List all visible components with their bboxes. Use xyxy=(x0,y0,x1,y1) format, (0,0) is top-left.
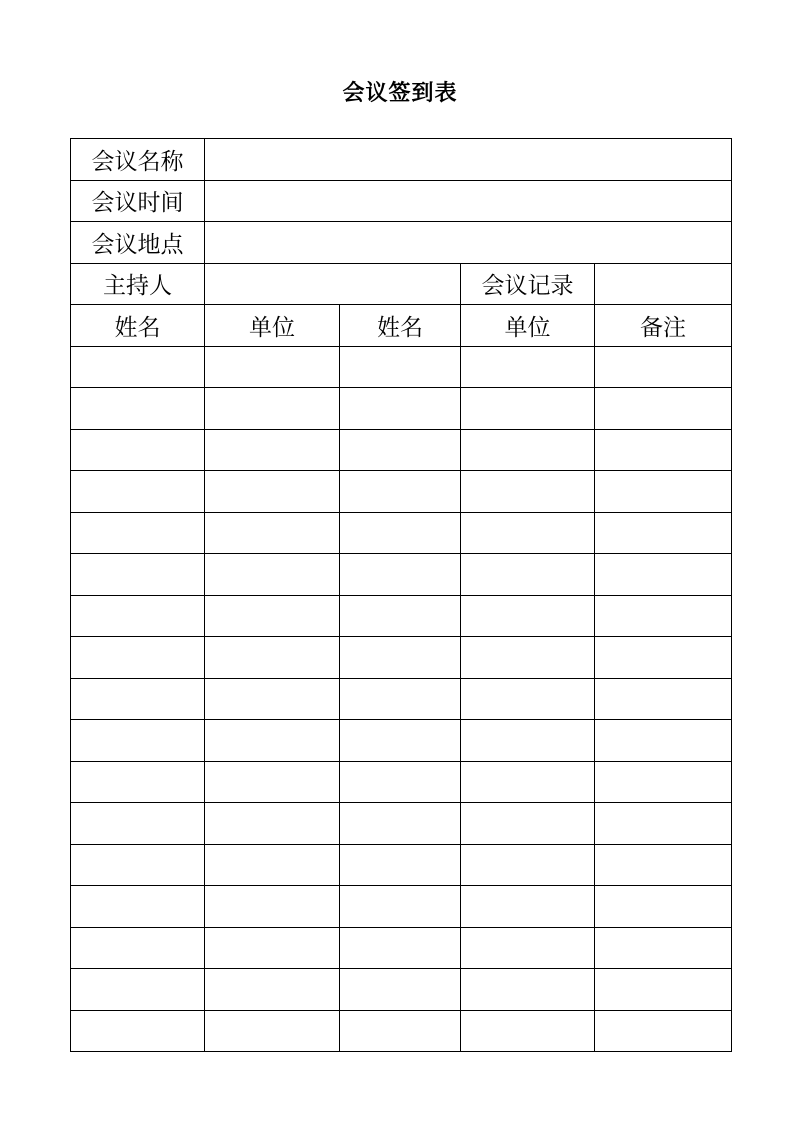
unit-cell[interactable] xyxy=(461,512,595,554)
remarks-cell[interactable] xyxy=(595,1010,732,1052)
name-cell[interactable] xyxy=(71,388,205,430)
meeting-place-label: 会议地点 xyxy=(71,222,205,264)
unit-cell[interactable] xyxy=(461,1010,595,1052)
meeting-name-label: 会议名称 xyxy=(71,139,205,181)
unit-cell[interactable] xyxy=(461,761,595,803)
unit-cell[interactable] xyxy=(461,471,595,513)
table-row xyxy=(71,803,732,845)
name-cell[interactable] xyxy=(71,969,205,1011)
table-row xyxy=(71,595,732,637)
host-field[interactable] xyxy=(205,263,461,305)
name-cell[interactable] xyxy=(71,637,205,679)
table-row xyxy=(71,886,732,928)
name-cell[interactable] xyxy=(71,471,205,513)
recorder-field[interactable] xyxy=(595,263,732,305)
unit-cell[interactable] xyxy=(461,554,595,596)
name-cell[interactable] xyxy=(340,803,461,845)
unit-cell[interactable] xyxy=(461,678,595,720)
name-cell[interactable] xyxy=(340,678,461,720)
unit-cell[interactable] xyxy=(205,595,340,637)
name-cell[interactable] xyxy=(71,1010,205,1052)
name-cell[interactable] xyxy=(340,844,461,886)
name-cell[interactable] xyxy=(71,803,205,845)
sign-in-table xyxy=(70,138,732,1052)
unit-cell[interactable] xyxy=(205,927,340,969)
column-header-unit-1: 单位 xyxy=(205,305,340,347)
name-cell[interactable] xyxy=(340,969,461,1011)
column-header-remarks: 备注 xyxy=(595,305,732,347)
meeting-time-field[interactable] xyxy=(205,180,732,222)
name-cell[interactable] xyxy=(71,429,205,471)
host-recorder-row xyxy=(71,263,732,305)
unit-cell[interactable] xyxy=(461,346,595,388)
unit-cell[interactable] xyxy=(461,969,595,1011)
remarks-cell[interactable] xyxy=(595,927,732,969)
unit-cell[interactable] xyxy=(205,429,340,471)
meeting-place-field[interactable] xyxy=(205,222,732,264)
unit-cell[interactable] xyxy=(205,678,340,720)
table-row xyxy=(71,637,732,679)
table-row xyxy=(71,761,732,803)
table-row xyxy=(71,512,732,554)
unit-cell[interactable] xyxy=(461,720,595,762)
name-cell[interactable] xyxy=(340,554,461,596)
name-cell[interactable] xyxy=(340,429,461,471)
table-row xyxy=(71,388,732,430)
unit-cell[interactable] xyxy=(205,720,340,762)
table-row xyxy=(71,927,732,969)
remarks-cell[interactable] xyxy=(595,471,732,513)
remarks-cell[interactable] xyxy=(595,512,732,554)
table-row xyxy=(71,429,732,471)
meeting-name-row xyxy=(71,139,732,181)
unit-cell[interactable] xyxy=(205,844,340,886)
name-cell[interactable] xyxy=(340,471,461,513)
name-cell[interactable] xyxy=(340,720,461,762)
table-row xyxy=(71,1010,732,1052)
name-cell[interactable] xyxy=(340,1010,461,1052)
remarks-cell[interactable] xyxy=(595,595,732,637)
name-cell[interactable] xyxy=(71,844,205,886)
meeting-name-field[interactable] xyxy=(205,139,732,181)
name-cell[interactable] xyxy=(71,886,205,928)
host-label: 主持人 xyxy=(71,263,205,305)
name-cell[interactable] xyxy=(340,761,461,803)
name-cell[interactable] xyxy=(340,595,461,637)
unit-cell[interactable] xyxy=(205,969,340,1011)
name-cell[interactable] xyxy=(71,512,205,554)
meeting-time-label: 会议时间 xyxy=(71,180,205,222)
remarks-cell[interactable] xyxy=(595,388,732,430)
name-cell[interactable] xyxy=(340,637,461,679)
unit-cell[interactable] xyxy=(461,637,595,679)
name-cell[interactable] xyxy=(71,927,205,969)
meeting-time-row xyxy=(71,180,732,222)
name-cell[interactable] xyxy=(71,595,205,637)
column-header-row xyxy=(71,305,732,347)
unit-cell[interactable] xyxy=(205,761,340,803)
unit-cell[interactable] xyxy=(205,512,340,554)
remarks-cell[interactable] xyxy=(595,969,732,1011)
remarks-cell[interactable] xyxy=(595,803,732,845)
unit-cell[interactable] xyxy=(205,554,340,596)
name-cell[interactable] xyxy=(71,346,205,388)
unit-cell[interactable] xyxy=(205,1010,340,1052)
remarks-cell[interactable] xyxy=(595,886,732,928)
name-cell[interactable] xyxy=(71,554,205,596)
unit-cell[interactable] xyxy=(205,346,340,388)
name-cell[interactable] xyxy=(340,886,461,928)
remarks-cell[interactable] xyxy=(595,678,732,720)
remarks-cell[interactable] xyxy=(595,720,732,762)
column-header-name-2: 姓名 xyxy=(340,305,461,347)
unit-cell[interactable] xyxy=(205,637,340,679)
document-title: 会议签到表 xyxy=(342,81,458,106)
name-cell[interactable] xyxy=(340,388,461,430)
table-row xyxy=(71,346,732,388)
remarks-cell[interactable] xyxy=(595,761,732,803)
unit-cell[interactable] xyxy=(461,927,595,969)
unit-cell[interactable] xyxy=(461,803,595,845)
unit-cell[interactable] xyxy=(461,595,595,637)
unit-cell[interactable] xyxy=(205,803,340,845)
unit-cell[interactable] xyxy=(205,388,340,430)
name-cell[interactable] xyxy=(340,512,461,554)
remarks-cell[interactable] xyxy=(595,429,732,471)
unit-cell[interactable] xyxy=(461,886,595,928)
name-cell[interactable] xyxy=(340,346,461,388)
unit-cell[interactable] xyxy=(461,429,595,471)
remarks-cell[interactable] xyxy=(595,637,732,679)
unit-cell[interactable] xyxy=(205,886,340,928)
unit-cell[interactable] xyxy=(461,844,595,886)
name-cell[interactable] xyxy=(71,678,205,720)
name-cell[interactable] xyxy=(71,720,205,762)
remarks-cell[interactable] xyxy=(595,844,732,886)
unit-cell[interactable] xyxy=(461,388,595,430)
table-row xyxy=(71,471,732,513)
table-row xyxy=(71,844,732,886)
table-row xyxy=(71,678,732,720)
column-header-name-1: 姓名 xyxy=(71,305,205,347)
meeting-place-row xyxy=(71,222,732,264)
table-row xyxy=(71,720,732,762)
remarks-cell[interactable] xyxy=(595,554,732,596)
remarks-cell[interactable] xyxy=(595,346,732,388)
name-cell[interactable] xyxy=(340,927,461,969)
recorder-label: 会议记录 xyxy=(461,263,595,305)
unit-cell[interactable] xyxy=(205,471,340,513)
column-header-unit-2: 单位 xyxy=(461,305,595,347)
table-row xyxy=(71,969,732,1011)
name-cell[interactable] xyxy=(71,761,205,803)
table-row xyxy=(71,554,732,596)
